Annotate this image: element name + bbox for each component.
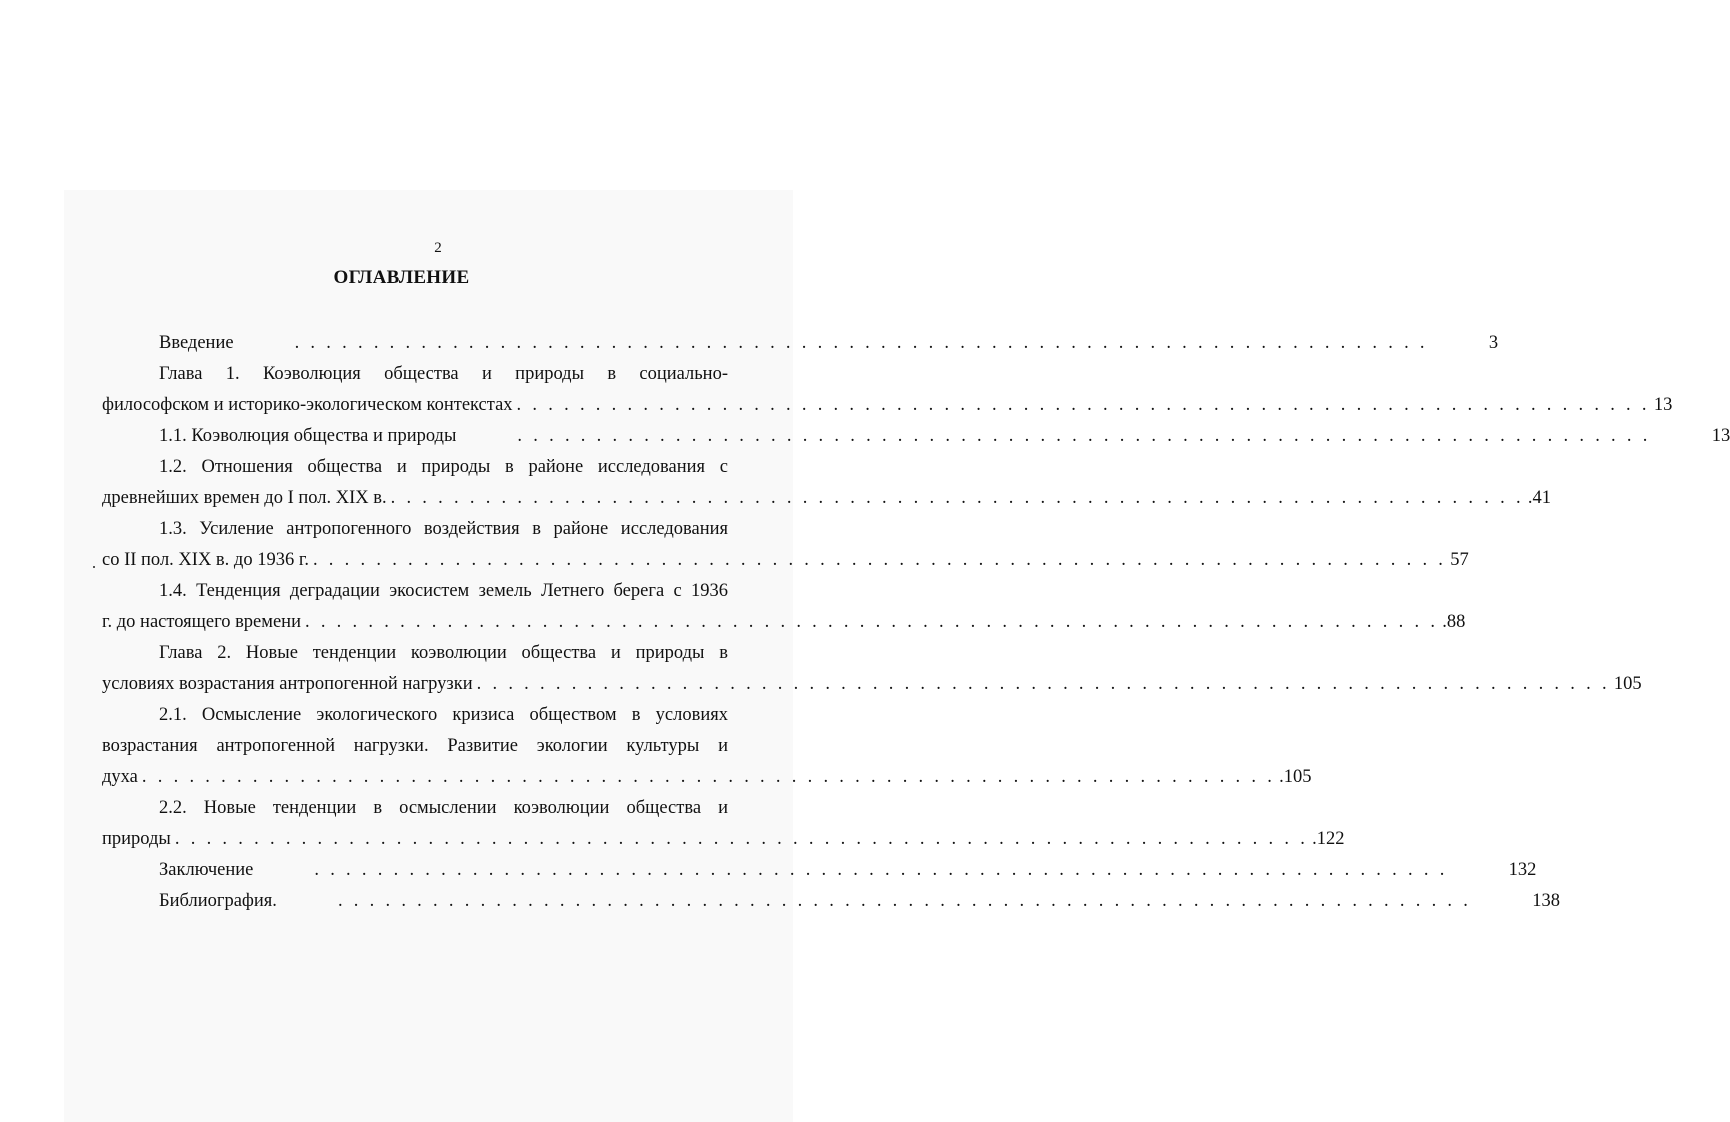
toc-entry-title-line-1: 1.4. Тенденция деградации экосистем земель Летнего берега с 1936 <box>159 581 728 601</box>
leader-dots: . . . . . . . . . . . . . . . . . . . . . . . . . . . . . . . . . . . . . . . . . . . . . . . . . . . . . . . . . . . . . . . . . . . . . . . . <box>517 426 1651 446</box>
toc-entry-title-line-2: природы <box>102 829 171 849</box>
toc-entry-introduction[interactable] <box>102 328 1499 359</box>
toc-entry-page: 13 <box>1711 426 1730 446</box>
toc-entry-page: 132 <box>1508 860 1537 880</box>
toc-entry-1-2[interactable] <box>102 452 1552 514</box>
toc-entry-page: 3 <box>1488 333 1499 353</box>
toc-entry-title-line-1: Глава 2. Новые тенденции коэволюции общества и природы в <box>159 643 728 663</box>
toc-entry-conclusion[interactable] <box>102 855 1537 886</box>
toc-entry-title-line-1: 1.3. Усиление антропогенного воздействия в районе исследования <box>159 519 728 539</box>
toc-entry-page: .105 <box>1279 767 1312 787</box>
toc-entry-page: 57 <box>1450 550 1469 570</box>
toc-entry-chapter-1[interactable] <box>102 359 1673 421</box>
toc-entry-2-1[interactable] <box>102 700 1312 793</box>
toc-entry-page: 13 <box>1653 395 1673 415</box>
toc-entry-title-line-1: 1.2. Отношения общества и природы в районе исследования с <box>159 457 728 477</box>
toc-entry-title-line-2: древнейших времен до I пол. XIX в. <box>102 488 387 508</box>
toc-entry-page: 138 <box>1532 891 1560 911</box>
toc-entry-chapter-2[interactable] <box>102 638 1642 700</box>
toc-entry-1-3[interactable] <box>102 514 1469 576</box>
leader-dots: . . . . . . . . . . . . . . . . . . . . . . . . . . . . . . . . . . . . . . . . . . . . . . . . . . . . . . . . . . . . . . . . . . . . . . . . <box>476 674 1610 694</box>
toc-entry-page: .41 <box>1527 488 1552 508</box>
toc-entry-title-line-1: 2.1. Осмысление экологического кризиса обществом в условиях <box>159 705 728 725</box>
toc-entry-title-line-2: возрастания антропогенной нагрузки. Развитие экологии культуры и <box>102 736 728 756</box>
toc-entry-page: 105 <box>1613 674 1642 694</box>
leader-dots: . . . . . . . . . . . . . . . . . . . . . . . . . . . . . . . . . . . . . . . . . . . . . . . . . . . . . . . . . . . . . . . . . . . . . . . . <box>174 829 1309 849</box>
leader-dots: . . . . . . . . . . . . . . . . . . . . . . . . . . . . . . . . . . . . . . . . . . . . . . . . . . . . . . . . . . . . . . . . . . . . . . . . <box>390 488 1524 508</box>
scan-speck <box>93 566 95 568</box>
toc-entry-title-line-2: условиях возрастания антропогенной нагрузки <box>102 674 473 694</box>
toc-entry-title: Заключение <box>159 860 254 880</box>
leader-dots: . . . . . . . . . . . . . . . . . . . . . . . . . . . . . . . . . . . . . . . . . . . . . . . . . . . . . . . . . . . . . . . . . . . . . . . . <box>312 550 1447 570</box>
toc-entry-title-line-2: философском и историко-экологическом контекстах <box>102 395 513 415</box>
leader-dots: . . . . . . . . . . . . . . . . . . . . . . . . . . . . . . . . . . . . . . . . . . . . . . . . . . . . . . . . . . . . . . . . . . . . . . . . <box>314 860 1448 880</box>
toc-entry-title-line-2: со II пол. XIX в. до 1936 г. <box>102 550 309 570</box>
toc-entry-1-4[interactable] <box>102 576 1466 638</box>
leader-dots: . . . . . . . . . . . . . . . . . . . . . . . . . . . . . . . . . . . . . . . . . . . . . . . . . . . . . . . . . . . . . . . . . . . . . . . . <box>516 395 1650 415</box>
toc-entry-page: .88 <box>1442 612 1466 632</box>
leader-dots: . . . . . . . . . . . . . . . . . . . . . . . . . . . . . . . . . . . . . . . . . . . . . . . . . . . . . . . . . . . . . . . . . . . . . . . . <box>294 333 1428 353</box>
toc-entry-title-line-1: 2.2. Новые тенденции в осмыслении коэволюции общества и <box>159 798 728 818</box>
toc-entry-title-line-3: духа <box>102 767 138 787</box>
leader-dots: . . . . . . . . . . . . . . . . . . . . . . . . . . . . . . . . . . . . . . . . . . . . . . . . . . . . . . . . . . . . . . . . . . . . . . . . <box>337 891 1472 911</box>
page-number: 2 <box>434 240 442 256</box>
leader-dots: . . . . . . . . . . . . . . . . . . . . . . . . . . . . . . . . . . . . . . . . . . . . . . . . . . . . . . . . . . . . . . . . . . . . . . . . <box>141 767 1276 787</box>
toc-entry-2-2[interactable] <box>102 793 1345 855</box>
toc-entry-1-1[interactable] <box>102 421 1730 452</box>
toc-entry-title: Введение <box>159 333 234 353</box>
toc-title: ОГЛАВЛЕНИЕ <box>333 267 470 288</box>
toc-entry-title-line-1: Глава 1. Коэволюция общества и природы в социально- <box>159 364 728 384</box>
toc-entry-bibliography[interactable] <box>102 886 1560 917</box>
leader-dots: . . . . . . . . . . . . . . . . . . . . . . . . . . . . . . . . . . . . . . . . . . . . . . . . . . . . . . . . . . . . . . . . . . . . . . . . <box>304 612 1439 632</box>
toc-entry-title: 1.1. Коэволюция общества и природы <box>159 426 457 446</box>
toc-entry-title: Библиография. <box>159 891 277 911</box>
toc-entry-title-line-2: г. до настоящего времени <box>102 612 301 632</box>
table-of-contents <box>102 328 1730 917</box>
toc-entry-page: .122 <box>1312 829 1345 849</box>
